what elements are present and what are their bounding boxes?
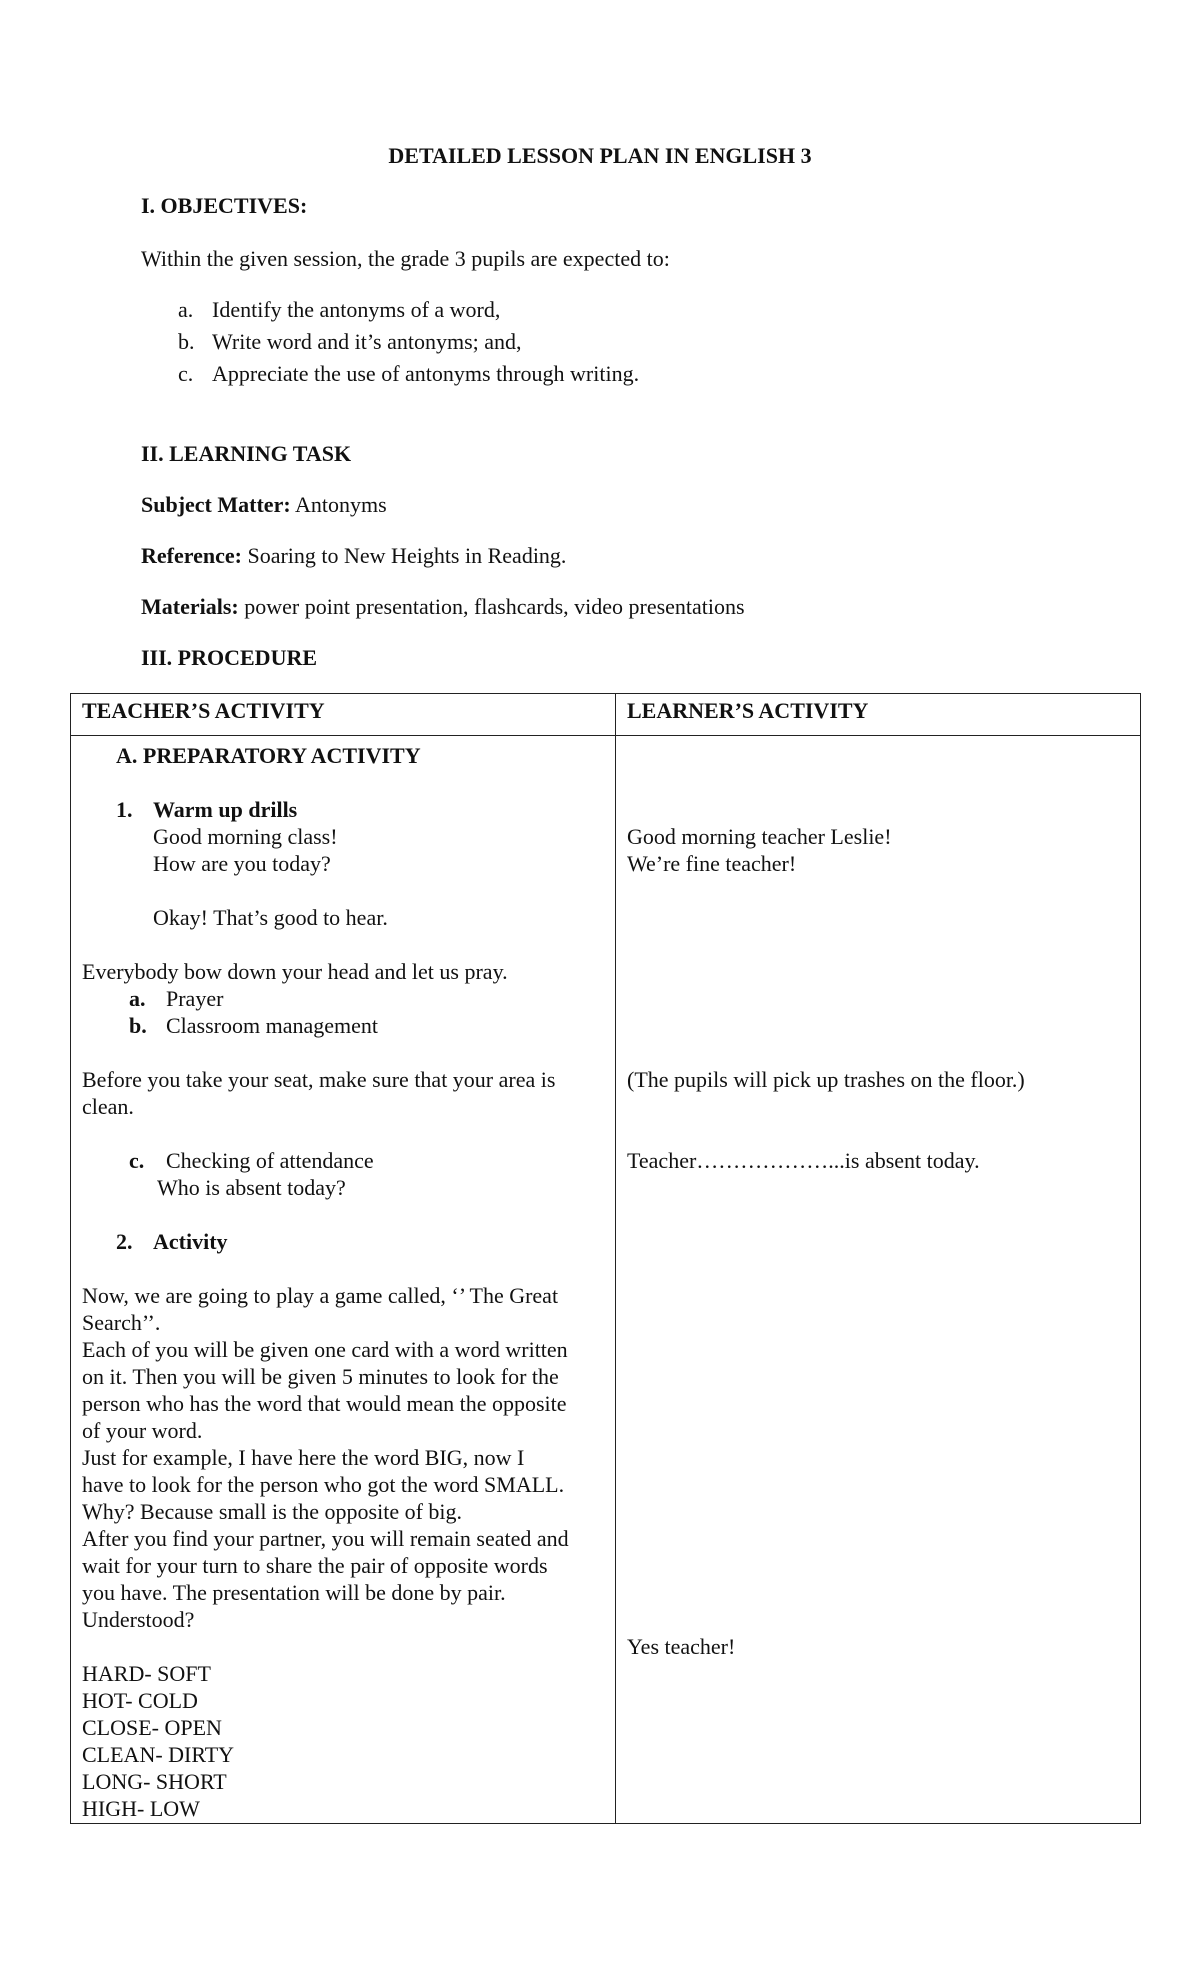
teacher-seat-line-1: Before you take your seat, make sure that your area is (82, 1067, 556, 1092)
antonym-pair: HOT- COLD (82, 1688, 198, 1713)
antonym-pair: HARD- SOFT (82, 1661, 211, 1686)
teacher-greeting: Good morning class! (153, 824, 338, 849)
learner-activity-header: LEARNER’S ACTIVITY (627, 698, 869, 723)
prayer-text: Prayer (166, 986, 224, 1011)
teacher-activity-header: TEACHER’S ACTIVITY (82, 698, 325, 723)
game-instruction-line: have to look for the person who got the word SMALL. (82, 1472, 565, 1497)
attendance-text: Checking of attendance (166, 1148, 374, 1173)
game-instruction-line: Understood? (82, 1607, 195, 1632)
procedure-body-row (71, 736, 1141, 1824)
antonym-pair: HIGH- LOW (82, 1796, 200, 1821)
teacher-seat-line-2: clean. (82, 1094, 134, 1119)
learner-absent: Teacher………………...is absent today. (627, 1148, 980, 1173)
warmup-number: 1. (116, 797, 133, 822)
teacher-absent-question: Who is absent today? (157, 1175, 346, 1200)
learner-pickup: (The pupils will pick up trashes on the floor.) (627, 1067, 1025, 1092)
document-title: DETAILED LESSON PLAN IN ENGLISH 3 (388, 143, 812, 168)
game-instruction-line: Why? Because small is the opposite of big. (82, 1499, 463, 1524)
learning-task-heading: II. LEARNING TASK (141, 441, 352, 466)
objective-item: c. Appreciate the use of antonyms through writing. (178, 361, 640, 386)
materials-line: Materials: power point presentation, flashcards, video presentations (141, 594, 745, 619)
teacher-pray: Everybody bow down your head and let us pray. (82, 959, 508, 984)
preparatory-activity-heading: A. PREPARATORY ACTIVITY (116, 743, 421, 768)
subject-matter-line: Subject Matter: Antonyms (141, 492, 387, 517)
teacher-okay: Okay! That’s good to hear. (153, 905, 388, 930)
game-instruction-line: Search’’. (82, 1310, 161, 1335)
objective-item: a. Identify the antonyms of a word, (178, 297, 501, 322)
objectives-heading: I. OBJECTIVES: (141, 193, 308, 218)
procedure-heading: III. PROCEDURE (141, 645, 318, 670)
game-instruction-line: wait for your turn to share the pair of opposite words (82, 1553, 548, 1578)
learner-greeting: Good morning teacher Leslie! (627, 824, 892, 849)
reference-line: Reference: Soaring to New Heights in Reading. (141, 543, 567, 568)
procedure-table (70, 693, 1141, 1824)
attendance-label: c. (129, 1148, 145, 1173)
game-instruction-line: Each of you will be given one card with a word written (82, 1337, 568, 1362)
warmup-title: Warm up drills (153, 797, 298, 822)
game-instruction-line: After you find your partner, you will remain seated and (82, 1526, 569, 1551)
learner-fine: We’re fine teacher! (627, 851, 797, 876)
activity-title: Activity (153, 1229, 228, 1254)
game-instruction-line: you have. The presentation will be done by pair. (82, 1580, 506, 1605)
learner-yes: Yes teacher! (627, 1634, 736, 1659)
objectives-intro: Within the given session, the grade 3 pupils are expected to: (141, 246, 670, 271)
game-instruction-line: person who has the word that would mean the opposite (82, 1391, 567, 1416)
procedure-header-row (71, 694, 1141, 736)
game-instruction-line: of your word. (82, 1418, 203, 1443)
objectives-list (178, 294, 639, 390)
game-instruction-line: Now, we are going to play a game called, ‘’ The Great (82, 1283, 559, 1308)
activity-number: 2. (116, 1229, 133, 1254)
classroom-management-label: b. (129, 1013, 147, 1038)
game-instruction-line: Just for example, I have here the word BIG, now I (82, 1445, 525, 1470)
objective-item: b. Write word and it’s antonyms; and, (178, 329, 522, 354)
antonym-pair: LONG- SHORT (82, 1769, 227, 1794)
game-instruction-line: on it. Then you will be given 5 minutes to look for the (82, 1364, 559, 1389)
prayer-label: a. (129, 986, 146, 1011)
classroom-management-text: Classroom management (166, 1013, 379, 1038)
antonym-pair: CLEAN- DIRTY (82, 1742, 235, 1767)
antonym-pair: CLOSE- OPEN (82, 1715, 222, 1740)
learner-activity-cell (616, 736, 1140, 1823)
teacher-question: How are you today? (153, 851, 331, 876)
teacher-activity-cell (71, 736, 615, 1823)
